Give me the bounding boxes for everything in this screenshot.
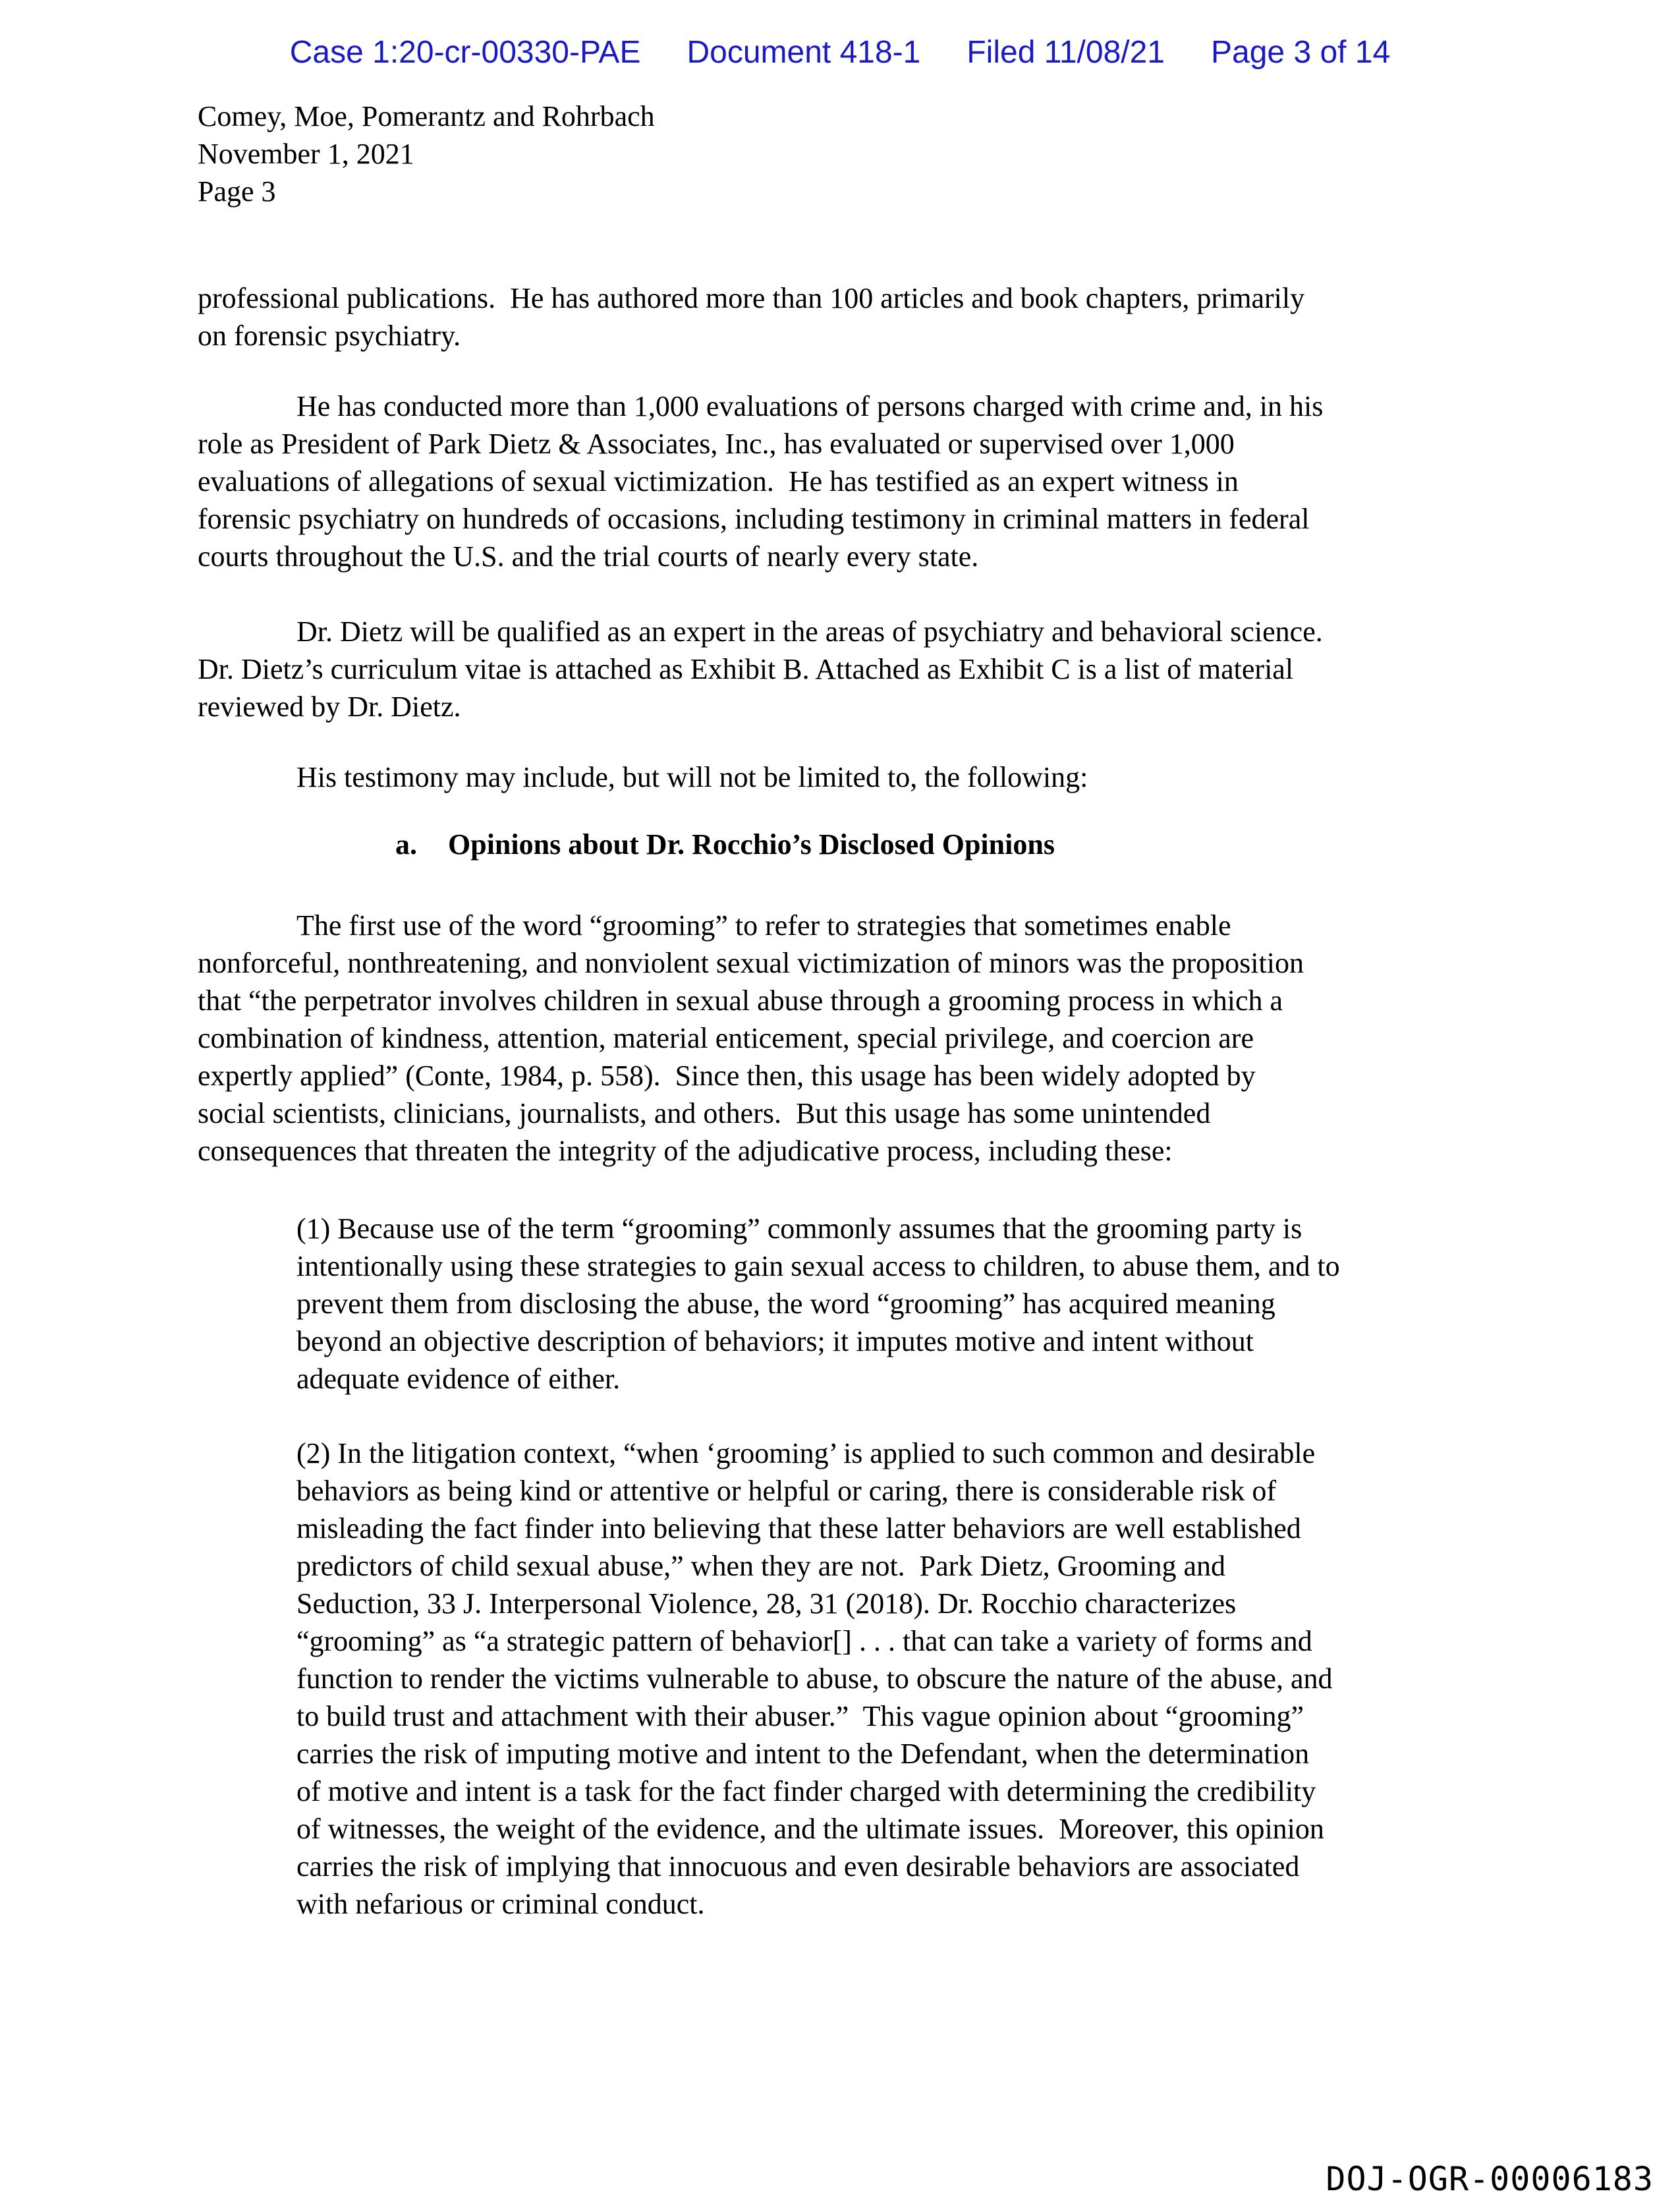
heading-text: Opinions about Dr. Rocchio’s Disclosed Opinions	[448, 828, 1055, 861]
text-line: misleading the fact finder into believing that these latter behaviors are well established	[296, 1512, 1301, 1545]
text-line: Dr. Dietz’s curriculum vitae is attached as Exhibit B. Attached as Exhibit C is a list of material	[198, 653, 1294, 685]
text-line: “grooming” as “a strategic pattern of behavior[] . . . that can take a variety of forms and	[296, 1625, 1312, 1657]
text-line: professional publications. He has authored more than 100 articles and book chapters, primarily	[198, 282, 1305, 314]
body-paragraph	[198, 758, 1509, 796]
text-line: The first use of the word “grooming” to refer to strategies that sometimes enable	[296, 909, 1231, 942]
letterhead	[198, 98, 655, 210]
text-line: reviewed by Dr. Dietz.	[198, 691, 461, 723]
text-line: nonforceful, nonthreatening, and nonviolent sexual victimization of minors was the proposition	[198, 947, 1304, 979]
blockquote-paragraph	[296, 1434, 1509, 1923]
text-line: expertly applied” (Conte, 1984, p. 558). Since then, this usage has been widely adopted by	[198, 1060, 1256, 1092]
text-line: He has conducted more than 1,000 evaluations of persons charged with crime and, in his	[296, 390, 1324, 422]
text-line: consequences that threaten the integrity of the adjudicative process, including these:	[198, 1135, 1173, 1167]
text-line: evaluations of allegations of sexual victimization. He has testified as an expert witness in	[198, 465, 1239, 497]
text-line: with nefarious or criminal conduct.	[296, 1888, 705, 1920]
text-line: prevent them from disclosing the abuse, the word “grooming” has acquired meaning	[296, 1288, 1275, 1320]
blockquote-paragraph	[296, 1210, 1509, 1398]
text-line: Dr. Dietz will be qualified as an expert in the areas of psychiatry and behavioral science.	[296, 615, 1323, 648]
text-line: predictors of child sexual abuse,” when they are not. Park Dietz, Grooming and	[296, 1550, 1226, 1582]
text-line: combination of kindness, attention, material enticement, special privilege, and coercion are	[198, 1022, 1254, 1054]
stamp-document-number: Document 418-1	[686, 35, 921, 70]
text-line: Seduction, 33 J. Interpersonal Violence, 28, 31 (2018). Dr. Rocchio characterizes	[296, 1587, 1237, 1620]
text-line: on forensic psychiatry.	[198, 320, 461, 352]
letterhead-date: November 1, 2021	[198, 138, 414, 170]
text-line: intentionally using these strategies to gain sexual access to children, to abuse them, and to	[296, 1250, 1340, 1282]
body-paragraph	[198, 387, 1509, 575]
body-paragraph	[198, 613, 1509, 725]
text-line: that “the perpetrator involves children in sexual abuse through a grooming process in which a	[198, 984, 1283, 1017]
text-line: beyond an objective description of behaviors; it imputes motive and intent without	[296, 1325, 1254, 1357]
text-line: carries the risk of implying that innocuous and even desirable behaviors are associated	[296, 1850, 1300, 1883]
text-line: social scientists, clinicians, journalists, and others. But this usage has some unintended	[198, 1097, 1211, 1129]
stamp-filed-date: Filed 11/08/21	[966, 35, 1165, 70]
document-body	[198, 279, 1509, 1923]
text-line: forensic psychiatry on hundreds of occasions, including testimony in criminal matters in federal	[198, 503, 1310, 535]
text-line: role as President of Park Dietz & Associates, Inc., has evaluated or supervised over 1,000	[198, 428, 1235, 460]
text-line: behaviors as being kind or attentive or helpful or caring, there is considerable risk of	[296, 1475, 1276, 1507]
body-paragraph	[198, 907, 1509, 1170]
text-line: (1) Because use of the term “grooming” commonly assumes that the grooming party is	[296, 1212, 1302, 1245]
text-line: carries the risk of imputing motive and intent to the Defendant, when the determination	[296, 1738, 1310, 1770]
letterhead-page-number: Page 3	[198, 175, 276, 208]
text-line: to build trust and attachment with their abuser.” This vague opinion about “grooming”	[296, 1700, 1304, 1732]
letterhead-recipients: Comey, Moe, Pomerantz and Rohrbach	[198, 100, 655, 132]
text-line: His testimony may include, but will not be limited to, the following:	[296, 761, 1088, 793]
text-line: courts throughout the U.S. and the trial courts of nearly every state.	[198, 540, 979, 573]
heading-number: a.	[395, 828, 417, 861]
case-stamp	[0, 34, 1680, 71]
section-heading	[198, 826, 1509, 863]
bates-number: DOJ-OGR-00006183	[1326, 2160, 1654, 2198]
text-line: function to render the victims vulnerable to abuse, to obscure the nature of the abuse, and	[296, 1662, 1333, 1695]
body-paragraph	[198, 279, 1509, 354]
text-line: adequate evidence of either.	[296, 1363, 621, 1395]
text-line: of witnesses, the weight of the evidence, and the ultimate issues. Moreover, this opinion	[296, 1813, 1324, 1845]
stamp-page-number: Page 3 of 14	[1211, 35, 1391, 70]
text-line: of motive and intent is a task for the fact finder charged with determining the credibility	[296, 1775, 1316, 1807]
text-line: (2) In the litigation context, “when ‘grooming’ is applied to such common and desirable	[296, 1437, 1316, 1469]
stamp-case-number: Case 1:20-cr-00330-PAE	[289, 35, 641, 70]
